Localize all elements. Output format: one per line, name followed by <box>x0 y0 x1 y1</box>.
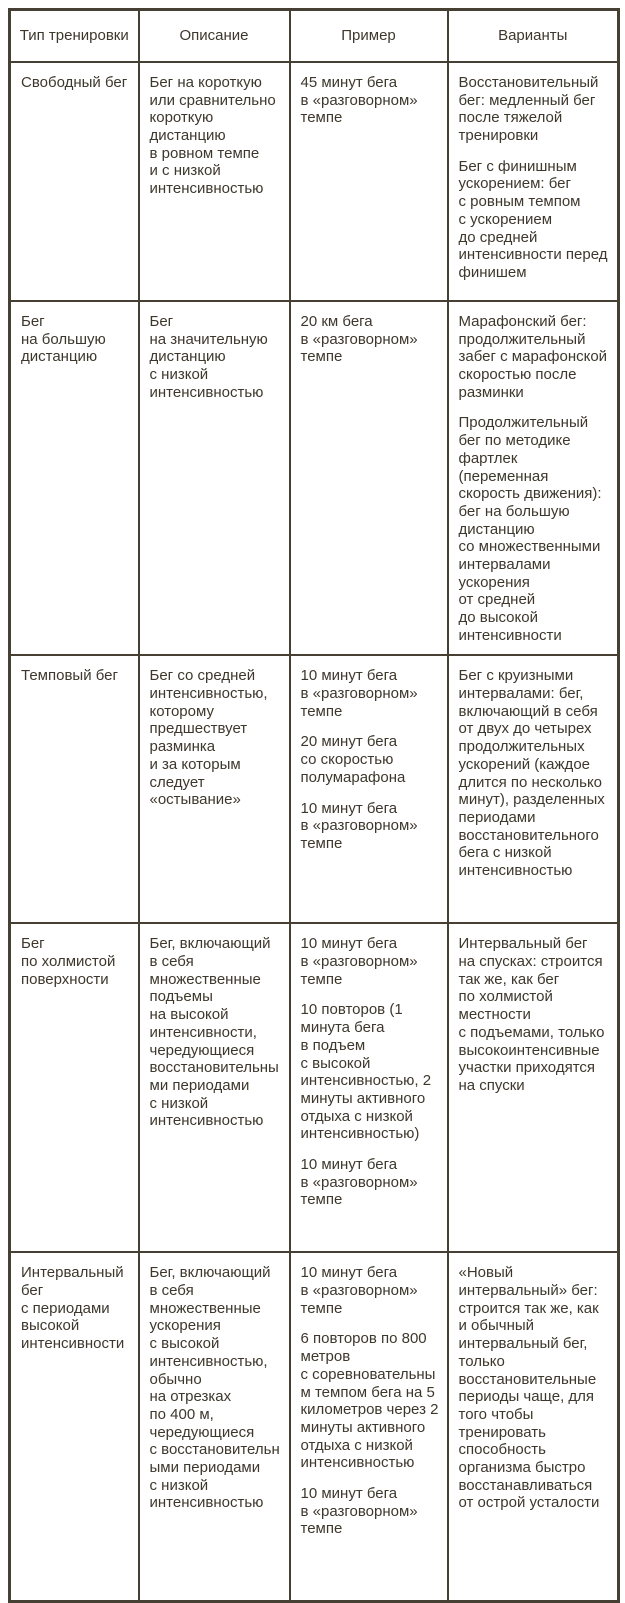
cell-type <box>10 62 139 301</box>
cell-paragraph: Бег с финишным ускорением: бег с ровным темпом с ускорением до средней интенсивности перед финишем <box>458 157 608 281</box>
cell-description <box>139 655 290 923</box>
cell-paragraph: 10 минут бега в «разговорном» темпе <box>300 935 418 988</box>
cell-description <box>139 1252 290 1602</box>
cell-example <box>290 301 448 655</box>
column-header-example: Пример <box>290 10 448 63</box>
cell-paragraph: 10 минут бега в «разговорном» темпе <box>300 667 418 720</box>
cell-example <box>290 655 448 923</box>
cell-paragraph: Бег со средней интенсивностью, которому предшествует разминка и за которым следует «остывание» <box>149 667 268 809</box>
cell-paragraph: 20 км бега в «разговорном» темпе <box>300 313 418 366</box>
cell-paragraph: 10 минут бега в «разговорном» темпе <box>300 1484 418 1538</box>
cell-type <box>10 301 139 655</box>
cell-paragraph: Бег, включающий в себя множественные подъемы на высокой интенсивности, чередующиеся восстановительными периодами с низкой интенсивностью <box>149 935 279 1130</box>
cell-paragraph: Свободный бег <box>21 74 128 91</box>
cell-type <box>10 923 139 1252</box>
cell-paragraph: Продолжительный бег по методике фартлек (переменная скорость движения): бег на большую дистанцию со множественными интервалами ускорения от средней до высокой интенсивности <box>458 414 602 644</box>
cell-description <box>139 301 290 655</box>
cell-paragraph: Бег на короткую или сравнительно короткую дистанцию в ровном темпе и с низкой интенсивностью <box>149 74 276 198</box>
table-row <box>10 301 619 655</box>
column-header-variants: Варианты <box>448 10 619 63</box>
training-types-table <box>8 8 620 1603</box>
cell-paragraph: 10 повторов (1 минута бега в подъем с высокой интенсивностью, 2 минуты активного отдыха с низкой интенсивностью) <box>300 1001 432 1143</box>
cell-paragraph: 10 минут бега в «разговорном» темпе <box>300 799 418 852</box>
cell-paragraph: «Новый интервальный» бег: строится так же, как и обычный интервальный бег, только восстановительные периоды чаще, для того чтобы тренировать способность организма быстро восстанавливаться от острой усталости <box>458 1264 600 1512</box>
cell-description <box>139 62 290 301</box>
cell-type <box>10 655 139 923</box>
cell-paragraph: 20 минут бега со скоростью полумарафона <box>300 733 406 786</box>
column-header-type: Тип тренировки <box>10 10 139 63</box>
header-row <box>10 10 619 63</box>
cell-variants <box>448 62 619 301</box>
cell-paragraph: Темповый бег <box>21 667 118 685</box>
cell-variants <box>448 301 619 655</box>
cell-variants <box>448 655 619 923</box>
cell-paragraph: Марафонский бег: продолжительный забег с марафонской скоростью после разминки <box>458 313 608 401</box>
table-body <box>10 62 619 1602</box>
cell-paragraph: Бег с круизными интервалами: бег, включающий в себя от двух до четырех продолжительных ускорений (каждое длится по несколько минут), разделенных периодами восстановительного бега с низкой интенсивностью <box>458 667 605 879</box>
cell-type <box>10 1252 139 1602</box>
cell-paragraph: Восстановительный бег: медленный бег после тяжелой тренировки <box>458 74 599 145</box>
table-row <box>10 923 619 1252</box>
table-row <box>10 1252 619 1602</box>
cell-paragraph: Интервальный бег на спусках: строится так же, как бег по холмистой местности с подъемами, только высокоинтенсивные участки приходятся на спуски <box>458 935 605 1094</box>
cell-paragraph: Бег на значительную дистанцию с низкой интенсивностью <box>149 313 268 401</box>
cell-paragraph: Интервальный бег с периодами высокой интенсивности <box>21 1264 125 1353</box>
cell-variants <box>448 1252 619 1602</box>
cell-example <box>290 62 448 301</box>
cell-paragraph: 10 минут бега в «разговорном» темпе <box>300 1264 418 1317</box>
cell-paragraph: 45 минут бега в «разговорном» темпе <box>300 74 418 127</box>
cell-paragraph: Бег по холмистой поверхности <box>21 935 116 988</box>
cell-paragraph: Бег, включающий в себя множественные ускорения с высокой интенсивностью, обычно на отрезках по 400 м, чередующиеся с восстановительными периодами с низкой интенсивностью <box>149 1264 280 1512</box>
column-header-description: Описание <box>139 10 290 63</box>
table-row <box>10 655 619 923</box>
cell-example <box>290 1252 448 1602</box>
cell-description <box>139 923 290 1252</box>
cell-paragraph: Бег на большую дистанцию <box>21 313 106 366</box>
cell-variants <box>448 923 619 1252</box>
cell-example <box>290 923 448 1252</box>
cell-paragraph: 6 повторов по 800 метров с соревновательным темпом бега на 5 километров через 2 минуты активного отдыха с низкой интенсивностью <box>300 1330 439 1472</box>
table-row <box>10 62 619 301</box>
cell-paragraph: 10 минут бега в «разговорном» темпе <box>300 1155 418 1209</box>
